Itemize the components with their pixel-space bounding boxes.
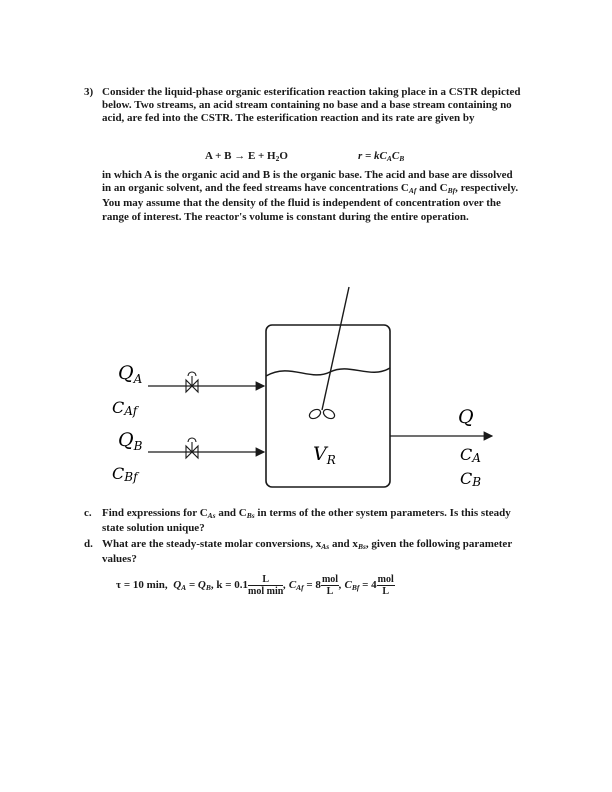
- valve-b-icon: [186, 438, 198, 458]
- question-c-label: c.: [84, 507, 92, 519]
- problem-intro: Consider the liquid-phase organic esterification reaction taking place in a CSTR depicted below. Two streams, an acid stream containing no base and a base stream containing no acid, are fed into the CSTR. The esterification reaction and its rate are given by: [102, 86, 521, 125]
- label-q-out: Q: [458, 406, 474, 428]
- k-units: $\frac{L}{\text{mol min}}$: [248, 574, 284, 597]
- reaction-equation: A + B → E + H2O: [205, 150, 288, 163]
- question-c-text: Find expressions for $C_{As}$ and $C_{Bs}$ in terms of the other system parameters. Is this steady state solution unique?: [102, 507, 511, 535]
- stirrer-shaft: [322, 287, 349, 410]
- valve-a-icon: [186, 372, 198, 392]
- rate-law: $r = kC_AC_B$: [358, 150, 405, 163]
- liquid-surface: [266, 368, 390, 376]
- parameter-values: τ = 10 min, $Q_A = Q_B$, k = 0.1 $\frac{L}{\text{mol min}}$ , $C_{Af} = 8$ $\frac{\text{mol}}{L}$ , $C_{Bf} = 4$ $\frac{\text{mol}}{L}$: [116, 574, 394, 597]
- caf-units: $\frac{\text{mol}}{L}$: [321, 574, 339, 597]
- problem-body: in which A is the organic acid and B is the organic base. The acid and base are dissolved in an organic solvent, and the feed streams have concentrations $C_{Af}$ and $C_{Bf}$, respectively. You may assume that the density of the fluid is independent of concentration over the range of interest. The reactor's volume is constant during the entire operation.: [102, 169, 519, 223]
- label-qa: $Q_A$: [118, 362, 143, 386]
- label-qb: $Q_B$: [118, 429, 143, 453]
- label-cb: CB: [460, 469, 482, 489]
- question-d-label: d.: [84, 538, 93, 550]
- cbf-units: $\frac{\text{mol}}{L}$: [377, 574, 394, 597]
- label-caf: CAf: [112, 398, 138, 418]
- label-cbf: CBf: [112, 464, 138, 484]
- question-d-text: What are the steady-state molar conversions, $x_{As}$ and $x_{Bs}$, given the following parameter values?: [102, 538, 512, 566]
- label-vr: $V_R$: [313, 443, 336, 467]
- problem-number: 3): [84, 86, 94, 98]
- label-ca: CA: [460, 445, 481, 465]
- cstr-diagram: [0, 280, 612, 510]
